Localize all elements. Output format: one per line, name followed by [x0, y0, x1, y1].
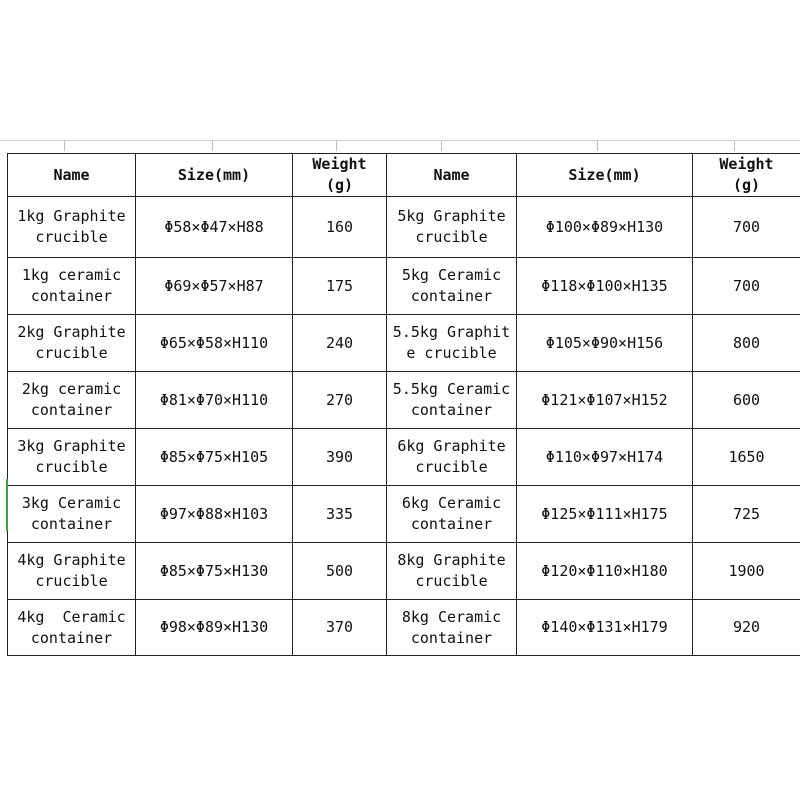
weight-column-header: Weight (g): [293, 154, 387, 197]
item-name: 6kg Graphite crucible: [387, 429, 517, 486]
item-name: 8kg Ceramic container: [387, 600, 517, 656]
item-weight: 370: [293, 600, 387, 656]
item-name: 2kg Graphite crucible: [8, 315, 136, 372]
item-name: 5kg Graphite crucible: [387, 197, 517, 258]
header-row: [8, 154, 800, 197]
item-name: 4kg Graphite crucible: [8, 543, 136, 600]
item-weight: 390: [293, 429, 387, 486]
item-size: Φ118×Φ100×H135: [517, 258, 693, 315]
cell-selection-marker: [6, 479, 8, 531]
item-weight: 1900: [693, 543, 800, 600]
item-name: 2kg ceramic container: [8, 372, 136, 429]
item-name: 5.5kg Graphit e crucible: [387, 315, 517, 372]
item-weight: 700: [693, 258, 800, 315]
item-weight: 700: [693, 197, 800, 258]
item-size: Φ140×Φ131×H179: [517, 600, 693, 656]
item-size: Φ58×Φ47×H88: [136, 197, 293, 258]
column-marker: [336, 141, 337, 151]
table-row: [8, 197, 800, 258]
table-row: [8, 372, 800, 429]
table-row: [8, 258, 800, 315]
crucible-spec-table: [7, 153, 800, 656]
name-column-header: Name: [8, 154, 136, 197]
item-name: 1kg Graphite crucible: [8, 197, 136, 258]
item-size: Φ125×Φ111×H175: [517, 486, 693, 543]
item-weight: 335: [293, 486, 387, 543]
item-name: 6kg Ceramic container: [387, 486, 517, 543]
item-size: Φ85×Φ75×H105: [136, 429, 293, 486]
table-row: [8, 543, 800, 600]
column-marker: [441, 141, 442, 151]
item-name: 8kg Graphite crucible: [387, 543, 517, 600]
size-column-header: Size(mm): [136, 154, 293, 197]
item-size: Φ81×Φ70×H110: [136, 372, 293, 429]
item-name: 1kg ceramic container: [8, 258, 136, 315]
item-weight: 270: [293, 372, 387, 429]
size-column-header-right: Size(mm): [517, 154, 693, 197]
table-row: [8, 315, 800, 372]
item-size: Φ100×Φ89×H130: [517, 197, 693, 258]
item-size: Φ105×Φ90×H156: [517, 315, 693, 372]
item-name: 3kg Graphite crucible: [8, 429, 136, 486]
item-size: Φ110×Φ97×H174: [517, 429, 693, 486]
name-column-header-right: Name: [387, 154, 517, 197]
item-weight: 800: [693, 315, 800, 372]
weight-column-header-right: Weight (g): [693, 154, 800, 197]
item-size: Φ69×Φ57×H87: [136, 258, 293, 315]
item-name: 3kg Ceramic container: [8, 486, 136, 543]
item-size: Φ85×Φ75×H130: [136, 543, 293, 600]
item-size: Φ120×Φ110×H180: [517, 543, 693, 600]
item-name: 5.5kg Ceramic container: [387, 372, 517, 429]
item-name: 5kg Ceramic container: [387, 258, 517, 315]
item-size: Φ97×Φ88×H103: [136, 486, 293, 543]
item-weight: 160: [293, 197, 387, 258]
item-weight: 500: [293, 543, 387, 600]
table-row: [8, 429, 800, 486]
item-weight: 920: [693, 600, 800, 656]
item-weight: 240: [293, 315, 387, 372]
item-size: Φ121×Φ107×H152: [517, 372, 693, 429]
table-row: [8, 486, 800, 543]
table-row: [8, 600, 800, 656]
item-name: 4kg Ceramic container: [8, 600, 136, 656]
column-marker: [64, 141, 65, 151]
item-size: Φ65×Φ58×H110: [136, 315, 293, 372]
item-weight: 725: [693, 486, 800, 543]
column-marker: [212, 141, 213, 151]
item-weight: 1650: [693, 429, 800, 486]
item-size: Φ98×Φ89×H130: [136, 600, 293, 656]
column-marker: [734, 141, 735, 151]
item-weight: 600: [693, 372, 800, 429]
item-weight: 175: [293, 258, 387, 315]
column-marker: [597, 141, 598, 151]
